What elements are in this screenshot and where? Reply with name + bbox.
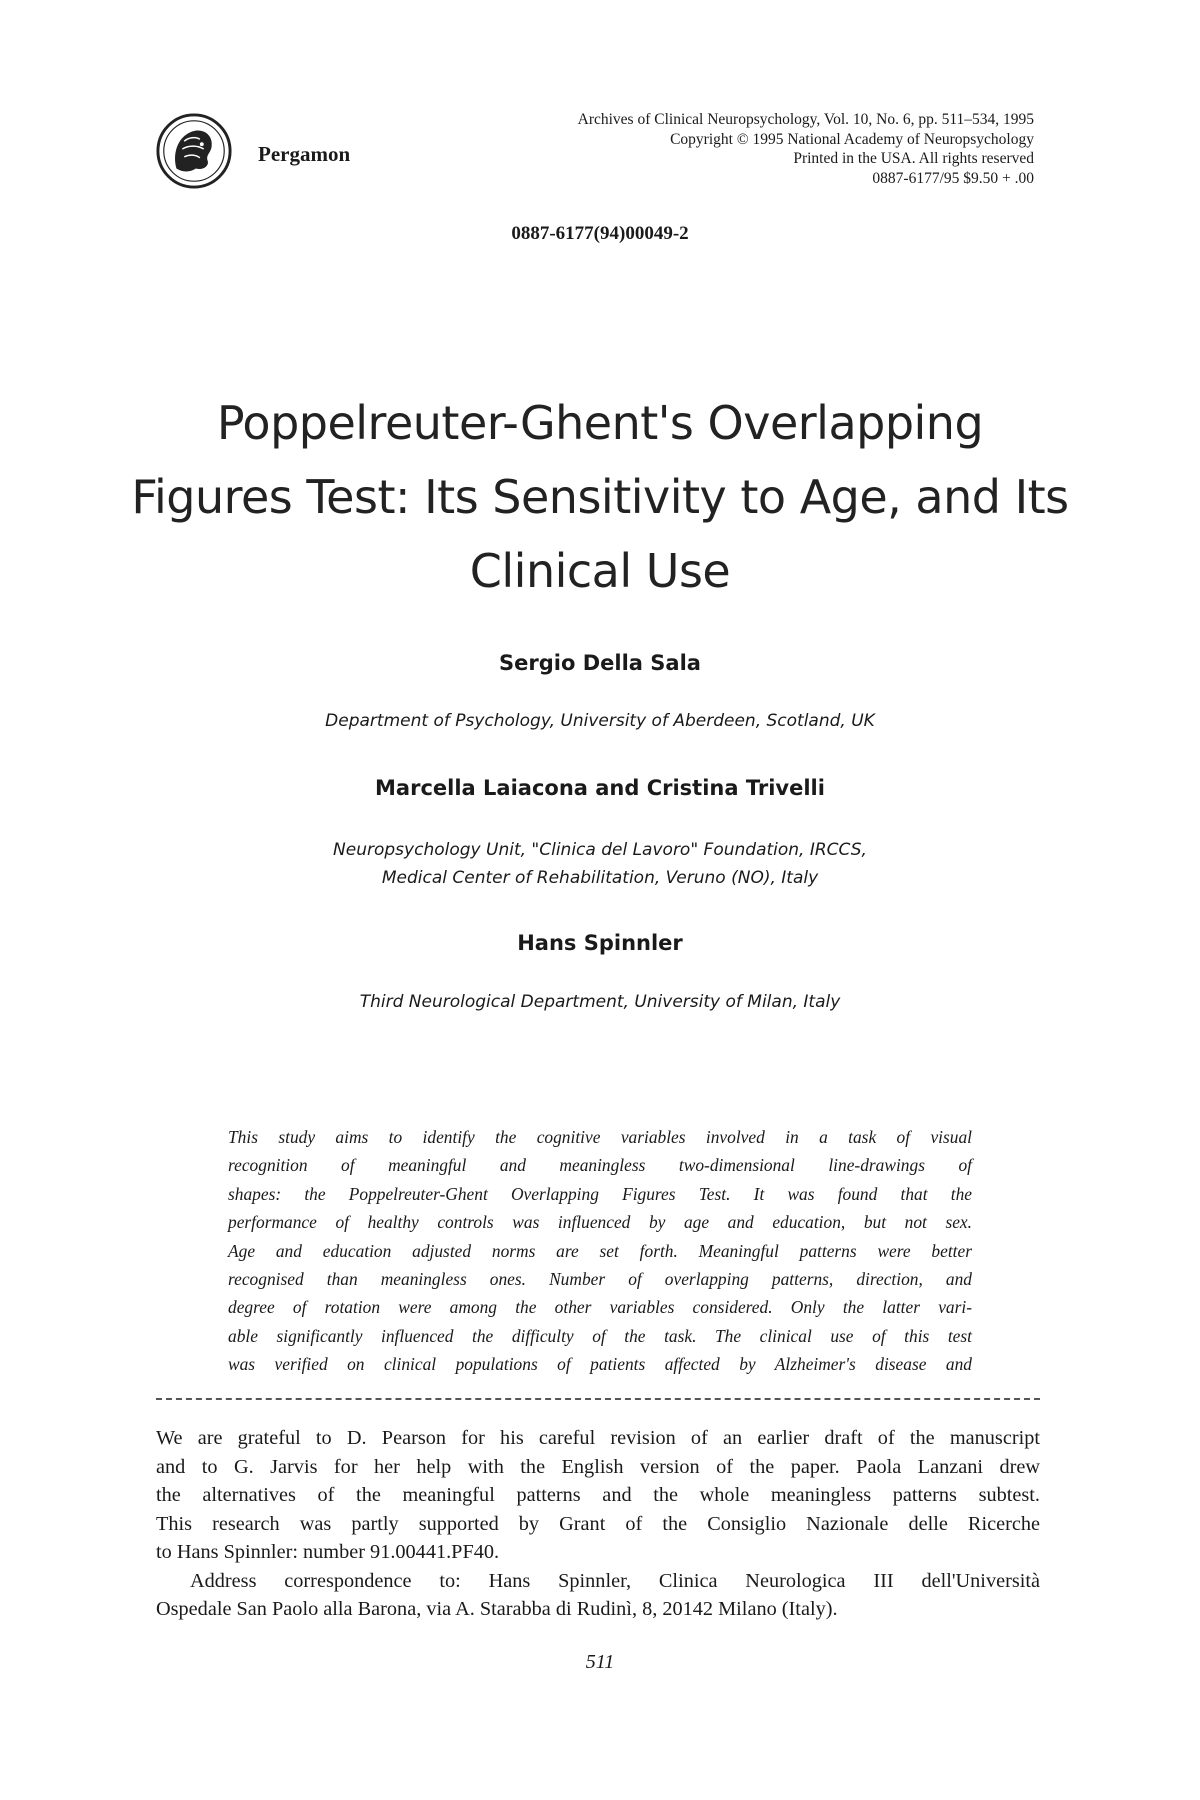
pergamon-medallion-icon	[155, 112, 233, 190]
footnote-line: This research was partly supported by Grant of the Consiglio Nazionale delle Ricerche	[156, 1512, 1040, 1535]
title-line: Clinical Use	[469, 544, 731, 598]
abstract-line: This study aims to identify the cognitive variables involved in a task of visual	[228, 1127, 972, 1147]
author-affiliation	[0, 707, 1200, 735]
abstract-line: was verified on clinical populations of patients affected by Alzheimer's disease and	[228, 1354, 972, 1375]
footnote-line: We are grateful to D. Pearson for his careful revision of an earlier draft of the manuscript	[156, 1427, 1040, 1449]
acknowledgements-footnote	[156, 1424, 1040, 1624]
journal-citation	[578, 110, 1034, 188]
paper-title	[100, 386, 1100, 608]
abstract-line: shapes: the Poppelreuter-Ghent Overlapping Figures Test. It was found that the	[228, 1183, 972, 1204]
author-affiliation	[0, 988, 1200, 1016]
abstract	[228, 1123, 972, 1379]
footnote-line: to Hans Spinnler: number 91.00441.PF40.	[156, 1541, 500, 1563]
abstract-line: Age and education adjusted norms are set forth. Meaningful patterns were better	[228, 1240, 972, 1261]
affiliation-line: Third Neurological Department, University of Milan, Italy	[359, 992, 841, 1012]
footnote-divider	[156, 1398, 1040, 1400]
abstract-line: performance of healthy controls was influenced by age and education, but not sex.	[228, 1212, 972, 1233]
author-affiliation	[0, 836, 1200, 892]
footnote-line: the alternatives of the meaningful patterns and the whole meaningless patterns subtest.	[156, 1484, 1040, 1506]
abstract-line: recognised than meaningless ones. Number of overlapping patterns, direction, and	[228, 1269, 972, 1290]
title-line: Figures Test: Its Sensitivity to Age, and Its	[131, 470, 1069, 524]
abstract-line: able significantly influenced the difficulty of the task. The clinical use of this test	[228, 1325, 972, 1346]
article-identifier: 0887-6177(94)00049-2	[511, 223, 689, 244]
title-line: Poppelreuter-Ghent's Overlapping	[216, 396, 984, 450]
correspondence-line: Address correspondence to: Hans Spinnler, Clinica Neurologica III dell'Università	[190, 1569, 1040, 1592]
journal-citation-line: Archives of Clinical Neuropsychology, Vol. 10, No. 6, pp. 511–534, 1995	[577, 111, 1034, 128]
abstract-line: degree of rotation were among the other variables considered. Only the latter vari-	[228, 1297, 972, 1318]
price-code-line: 0887-6177/95 $9.50 + .00	[872, 169, 1034, 187]
affiliation-line: Neuropsychology Unit, "Clinica del Lavoro" Foundation, IRCCS,	[333, 840, 867, 860]
affiliation-line: Medical Center of Rehabilitation, Veruno (NO), Italy	[381, 868, 819, 888]
author-name: Sergio Della Sala	[499, 651, 701, 675]
author-name: Hans Spinnler	[517, 931, 683, 955]
footnote-line: and to G. Jarvis for her help with the English version of the paper. Paola Lanzani drew	[156, 1455, 1040, 1478]
author-name: Marcella Laiacona and Cristina Trivelli	[375, 776, 825, 800]
publisher-name: Pergamon	[258, 142, 351, 166]
correspondence-line: Ospedale San Paolo alla Barona, via A. Starabba di Rudinì, 8, 20142 Milano (Italy).	[156, 1598, 838, 1620]
page-number: 511	[585, 1651, 615, 1673]
rights-line: Printed in the USA. All rights reserved	[793, 150, 1034, 167]
copyright-line: Copyright © 1995 National Academy of Neuropsychology	[670, 130, 1034, 148]
affiliation-line: Department of Psychology, University of Aberdeen, Scotland, UK	[325, 711, 875, 731]
abstract-line: recognition of meaningful and meaningless two-dimensional line-drawings of	[228, 1155, 972, 1176]
